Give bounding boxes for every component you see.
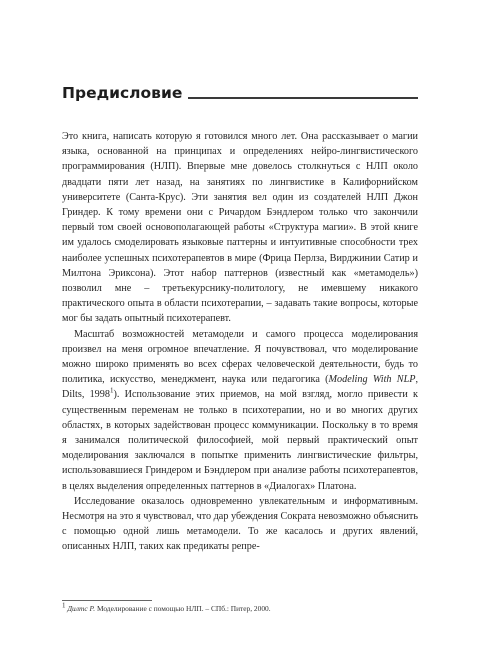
footnote-marker: 1 [62,601,66,610]
paragraph-3: Исследование оказалось одновременно увлекательным и информативным. Несмотря на это я чувствовал, что дар убеждения Сократа невозможно объяснить с помощью одной лишь метамодели. То же касалось и других явлений, описанных НЛП, таких как предикаты репре- [62,495,418,553]
paragraph-2-start: Масштаб возможностей метамодели и самого процесса моделирования произвел на меня огромное впечатление. Я почувствовал, что моделирование можно широко применять во всех сферах человеческой деятельности, будь то политика, искусство, менеджмент, наука или педагогика ( [62,328,418,386]
paragraph-2-tail: ). Использование этих приемов, на мой взгляд, могло привести к существенным переменам не только в психотерапии, но и во многих других областях, в которых задействован процесс коммуникации. Поскольку в то время я занимался политической философией, мой первый практический опыт моделирования заключался в попытке применить лингвистические фильтры, использовавшиеся Гриндером и Бэндлером при анализе работы психотерапевтов, в целях выделения определенных паттернов в «Диалогах» Платона. [62,389,418,492]
citation-rest: , Dilts, 1998 [62,374,419,401]
paragraph-2 [62,327,418,494]
footnote-rule [62,600,152,601]
citation-title: Modeling With NLP [328,374,416,386]
footnote-text: Моделирование с помощью НЛП. – СПб.: Питер, 2000. [96,604,271,613]
body-text [62,129,418,555]
chapter-heading-row [62,85,418,102]
footnote [62,601,418,614]
heading-rule [188,97,418,99]
footnote-author: Дилтс Р. [67,604,96,613]
chapter-title: Предисловие [62,84,183,102]
paragraph-1: Это книга, написать которую я готовился много лет. Она рассказывает о магии языка, основанной на принципах и определениях нейро-лингвистического программирования (НЛП). Впервые мне довелось столкнуться с НЛП около двадцати пяти лет назад, на занятиях по лингвистике в Калифорнийском университете (Санта-Крус). Эти занятия вел один из создателей НЛП Джон Гриндер. К тому времени они с Ричардом Бэндлером только что закончили первый том своей основополагающей работы «Структура магии». В этой книге им удалось смоделировать языковые паттерны и интуитивные способности трех наиболее успешных психотерапевтов в мире (Фрица Перлза, Вирджинии Сатир и Милтона Эриксона). Этот набор паттернов (известный как «метамодель») позволил мне – третьекурснику-политологу, не имевшему никакого практического опыта в области психотерапии, – задавать такие вопросы, которые мог бы задать опытный психотерапевт. [62,131,418,325]
footnote-ref: 1 [109,387,114,396]
